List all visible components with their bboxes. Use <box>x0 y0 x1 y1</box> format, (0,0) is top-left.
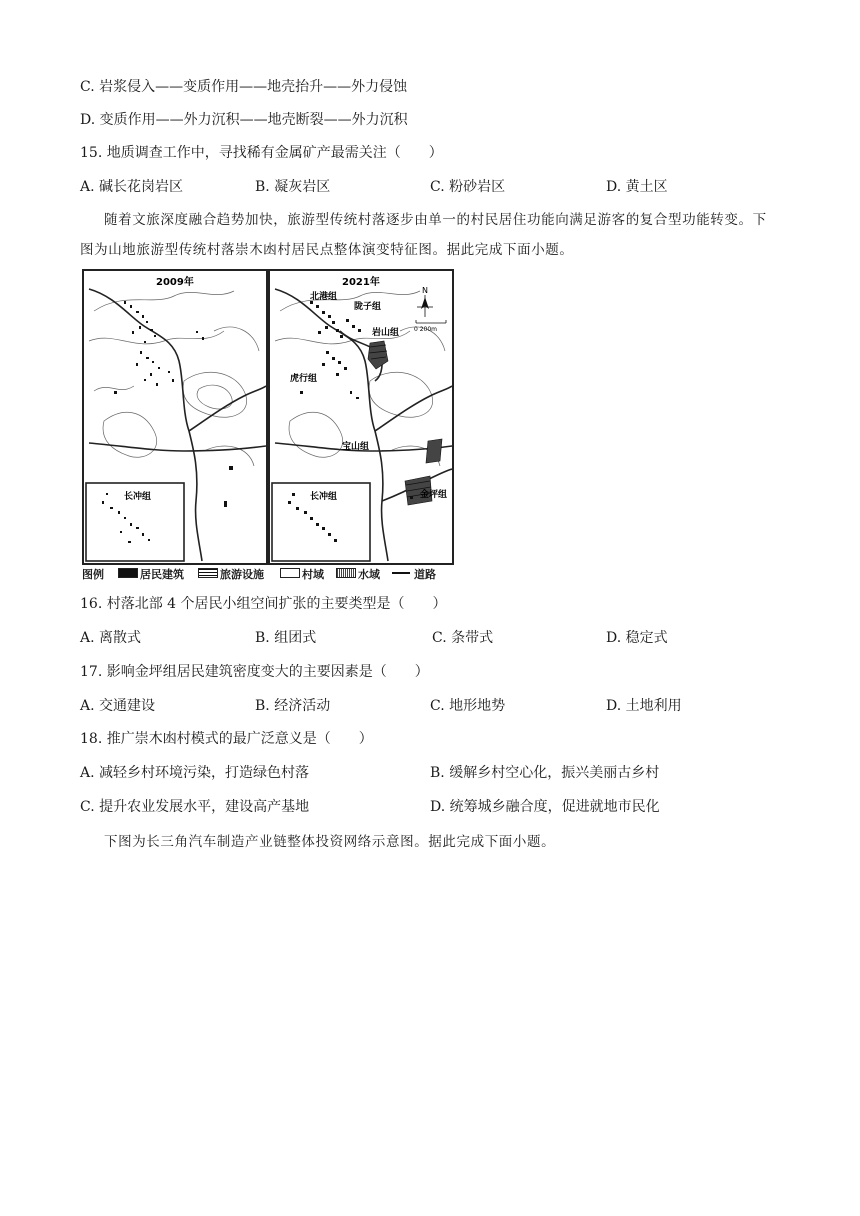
q17-option-c: C. 地形地势 <box>430 698 506 714</box>
q15-stem: 15. 地质调查工作中，寻找稀有金属矿产最需关注（ ） <box>80 145 443 161</box>
legend-tourism-swatch <box>198 568 218 578</box>
map-label-longzi: 陇子组 <box>354 302 382 312</box>
north-arrow-icon <box>417 295 433 317</box>
q18-stem: 18. 推广崇木凼村模式的最广泛意义是（ ） <box>80 731 373 747</box>
q18-option-b: B. 缓解乡村空心化，振兴美丽古乡村 <box>430 765 660 781</box>
scale-bar <box>416 320 446 323</box>
map-2009-drawing <box>84 271 266 563</box>
map-2021-drawing <box>270 271 452 563</box>
map-label-jinping: 金坪组 <box>420 490 448 500</box>
intro-paragraph-2: 下图为长三角汽车制造产业链整体投资网络示意图。据此完成下面小题。 <box>104 834 556 850</box>
q15-option-c: C. 粉砂岩区 <box>430 179 506 195</box>
map-label-yanshan: 岩山组 <box>372 328 400 338</box>
q16-option-a: A. 离散式 <box>80 630 142 646</box>
q14-option-d: D. 变质作用——外力沉积——地壳断裂——外力沉积 <box>80 112 408 128</box>
q16-option-d: D. 稳定式 <box>606 630 668 646</box>
legend-tourism-label: 旅游设施 <box>220 568 264 581</box>
legend-residential-swatch <box>118 568 138 578</box>
legend-water-swatch <box>336 568 356 578</box>
map-2021-changchong-label: 长冲组 <box>310 492 338 502</box>
legend-title: 图例 <box>82 568 104 581</box>
north-label: N <box>422 286 428 295</box>
legend-village-swatch <box>280 568 300 578</box>
map-label-beigang: 北港组 <box>310 292 338 302</box>
map-2021-year-label: 2021年 <box>342 277 380 288</box>
map-label-baoshan: 宝山组 <box>342 442 370 452</box>
q16-stem: 16. 村落北部 4 个居民小组空间扩张的主要类型是（ ） <box>80 596 447 612</box>
map-label-huxing: 虎行组 <box>290 374 318 384</box>
q18-option-d: D. 统筹城乡融合度，促进就地市民化 <box>430 799 660 815</box>
q14-option-c: C. 岩浆侵入——变质作用——地壳抬升——外力侵蚀 <box>80 79 408 95</box>
map-legend <box>80 562 452 582</box>
q17-option-b: B. 经济活动 <box>255 698 331 714</box>
q18-option-a: A. 减轻乡村环境污染，打造绿色村落 <box>80 765 310 781</box>
q15-option-a: A. 碱长花岗岩区 <box>80 179 184 195</box>
intro-paragraph-1 <box>80 205 780 265</box>
legend-road-swatch <box>392 572 410 574</box>
legend-residential-label: 居民建筑 <box>140 568 184 581</box>
map-2009-changchong-label: 长冲组 <box>124 492 152 502</box>
village-evolution-map <box>80 266 452 584</box>
q17-option-d: D. 土地利用 <box>606 698 682 714</box>
scale-label: 0 200m <box>414 326 438 333</box>
map-panel-2009 <box>82 269 268 565</box>
legend-water-label: 水域 <box>358 568 380 581</box>
q17-option-a: A. 交通建设 <box>80 698 156 714</box>
q16-option-c: C. 条带式 <box>432 630 494 646</box>
q16-option-b: B. 组团式 <box>255 630 317 646</box>
legend-village-label: 村域 <box>302 568 324 581</box>
map-panel-2021 <box>268 269 454 565</box>
q15-option-b: B. 凝灰岩区 <box>255 179 331 195</box>
q18-option-c: C. 提升农业发展水平，建设高产基地 <box>80 799 310 815</box>
legend-road-label: 道路 <box>414 568 436 581</box>
map-2009-year-label: 2009年 <box>156 277 194 288</box>
q15-option-d: D. 黄土区 <box>606 179 668 195</box>
q17-stem: 17. 影响金坪组居民建筑密度变大的主要因素是（ ） <box>80 664 429 680</box>
intro-paragraph-1-text: 随着文旅深度融合趋势加快，旅游型传统村落逐步由单一的村民居住功能向满足游客的复合型功能转变。下图为山地旅游型传统村落崇木凼村居民点整体演变特征图。据此完成下面小题。 <box>80 212 767 258</box>
